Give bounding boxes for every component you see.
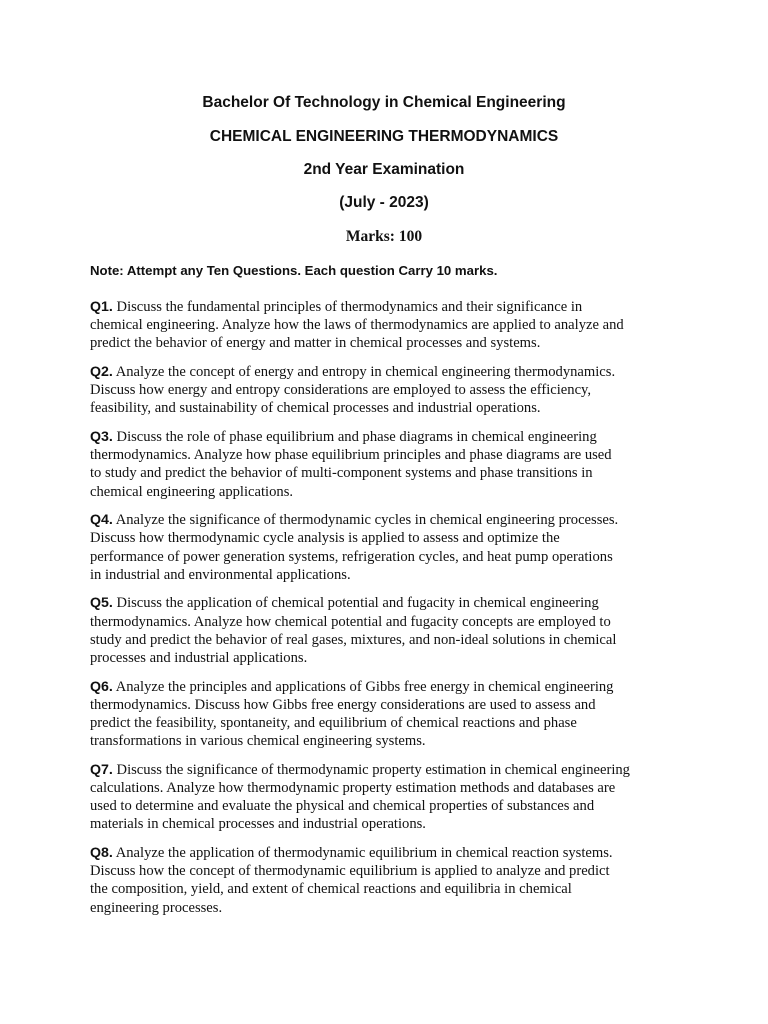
question-text: Discuss how energy and entropy considerations are employed to assess the efficiency, xyxy=(90,382,592,399)
question-text: predict the feasibility, spontaneity, and equilibrium of chemical reactions and phase xyxy=(90,715,577,732)
total-marks: Marks: 100 xyxy=(345,228,423,245)
question-text: thermodynamics. Analyze how chemical potential and fugacity concepts are employed to xyxy=(90,613,611,630)
question-text: calculations. Analyze how thermodynamic property estimation methods and databases are xyxy=(90,780,616,797)
question-line xyxy=(90,428,688,446)
question-text: performance of power generation systems, refrigeration cycles, and heat pump operations xyxy=(90,548,613,565)
question-text: predict the behavior of energy and matter in chemical processes and systems. xyxy=(90,335,541,352)
question-text: materials in chemical processes and industrial operations. xyxy=(90,816,426,833)
subject-title: CHEMICAL ENGINEERING THERMODYNAMICS xyxy=(209,128,559,145)
exam-year: 2nd Year Examination xyxy=(303,161,465,178)
question-item xyxy=(90,363,688,418)
degree-title: Bachelor Of Technology in Chemical Engineering xyxy=(202,94,566,111)
question-text: Discuss how thermodynamic cycle analysis is applied to assess and optimize the xyxy=(90,530,560,547)
question-text: Discuss the fundamental principles of thermodynamics and their significance in xyxy=(112,299,583,315)
question-text: the composition, yield, and extent of chemical reactions and equilibria in chemical xyxy=(90,881,572,898)
question-number: Q7. xyxy=(90,761,113,778)
question-item xyxy=(90,428,688,501)
question-text: Discuss the application of chemical potential and fugacity in chemical engineering xyxy=(112,595,599,612)
question-text: thermodynamics. Analyze how phase equilibrium principles and phase diagrams are used xyxy=(90,447,612,464)
question-text: thermodynamics. Discuss how Gibbs free energy considerations are used to assess and xyxy=(90,696,596,713)
question-text: Discuss how the concept of thermodynamic equilibrium is applied to analyze and predict xyxy=(90,863,610,880)
question-text: chemical engineering. Analyze how the laws of thermodynamics are applied to analyze and xyxy=(90,317,624,334)
question-line xyxy=(90,511,688,529)
question-text: Analyze the significance of thermodynamic cycles in chemical engineering processes. xyxy=(112,512,619,529)
question-text: Analyze the principles and applications of Gibbs free energy in chemical engineering xyxy=(112,678,614,695)
exam-date: (July - 2023) xyxy=(339,194,429,211)
question-line xyxy=(90,298,688,316)
question-line xyxy=(90,761,688,779)
question-item xyxy=(90,511,688,584)
question-text: chemical engineering applications. xyxy=(90,483,294,500)
question-text: to study and predict the behavior of multi-component systems and phase transitions in xyxy=(90,465,593,482)
question-text: Analyze the concept of energy and entropy in chemical engineering thermodynamics. xyxy=(112,364,616,380)
instructions-note: Note: Attempt any Ten Questions. Each question Carry 10 marks. xyxy=(90,263,498,278)
question-text: feasibility, and sustainability of chemical processes and industrial operations. xyxy=(90,400,541,417)
question-text: Analyze the application of thermodynamic equilibrium in chemical reaction systems. xyxy=(112,845,613,862)
question-item xyxy=(90,844,688,917)
question-line xyxy=(90,844,688,862)
question-number: Q2. xyxy=(90,364,113,380)
question-number: Q4. xyxy=(90,512,113,529)
question-item xyxy=(90,298,688,353)
question-item xyxy=(90,761,688,834)
question-text: Discuss the role of phase equilibrium and phase diagrams in chemical engineering xyxy=(112,429,597,445)
question-list xyxy=(90,298,688,927)
question-text: in industrial and environmental applications. xyxy=(90,566,351,583)
question-number: Q3. xyxy=(90,429,113,445)
question-text: engineering processes. xyxy=(90,899,223,916)
question-number: Q1. xyxy=(90,299,113,315)
question-text: study and predict the behavior of real gases, mixtures, and non-ideal solutions in chemical xyxy=(90,631,617,648)
question-line xyxy=(90,594,688,612)
question-text: used to determine and evaluate the physical and chemical properties of substances and xyxy=(90,798,595,815)
question-number: Q8. xyxy=(90,845,113,862)
question-item xyxy=(90,678,688,751)
question-text: processes and industrial applications. xyxy=(90,650,308,667)
question-number: Q6. xyxy=(90,678,113,695)
question-number: Q5. xyxy=(90,595,113,612)
question-text: Discuss the significance of thermodynamic property estimation in chemical engineering xyxy=(112,761,630,778)
question-item xyxy=(90,594,688,667)
question-line xyxy=(90,678,688,696)
question-text: transformations in various chemical engineering systems. xyxy=(90,733,426,750)
question-line xyxy=(90,363,688,381)
